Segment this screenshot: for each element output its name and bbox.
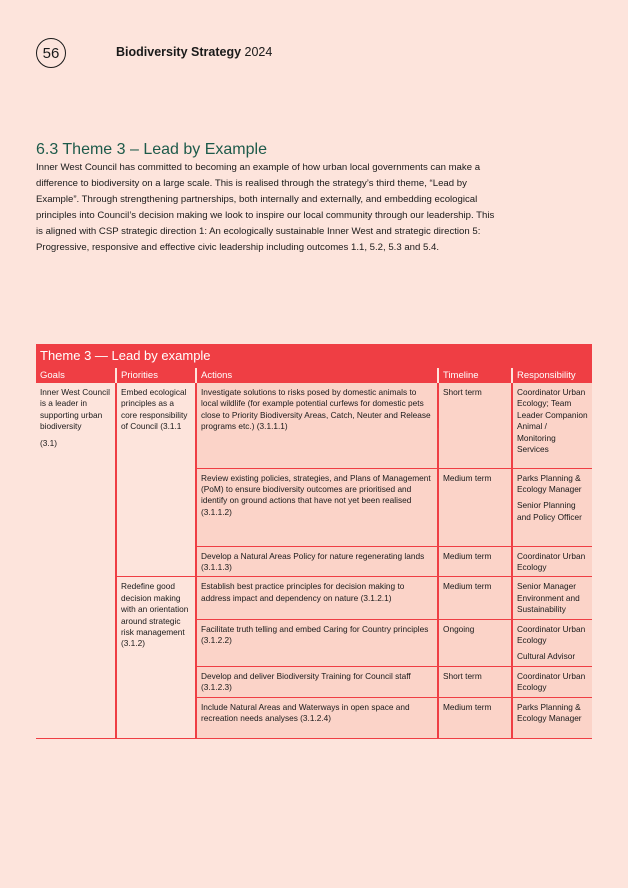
action-cell: Develop a Natural Areas Policy for nature regenerating lands (3.1.1.3) [196,546,438,577]
responsibility-primary: Parks Planning & Ecology Manager [517,472,582,494]
table-row [36,577,592,619]
col-responsibility: Responsibility [512,368,592,383]
responsibility-cell: Coordinator Urban Ecology [512,546,592,577]
responsibility-cell: Parks Planning & Ecology Manager [512,697,592,738]
goal-ref: (3.1) [40,437,58,448]
document-year: 2024 [244,45,273,59]
timeline-cell: Medium term [438,468,512,546]
page-number: 56 [36,38,66,68]
document-title [116,45,272,59]
responsibility-primary: Coordinator Urban Ecology [517,623,586,645]
action-cell: Establish best practice principles for decision making to address impact and dependency on nature (3.1.2.1) [196,577,438,619]
section-body: Inner West Council has committed to becoming an example of how urban local governments can make a difference to biodiversity on a large scale. This is realised through the strategy’s third theme, “Lead by Example”. Through strengthening partnerships, both internally and externally, and embedding ecological principles into Council’s decision making we look to inspire our local community through our leadership. This is aligned with CSP strategic direction 1: An ecologically sustainable Inner West and strategic direction 5: Progressive, responsive and effective civic leadership including outcomes 1.1, 5.2, 5.3 and 5.4. [36,162,495,253]
responsibility-cell [512,619,592,666]
col-goals: Goals [36,368,116,383]
responsibility-secondary: Senior Planning and Policy Officer [517,500,582,522]
table-header-row [36,368,592,383]
timeline-cell: Short term [438,666,512,697]
responsibility-cell: Coordinator Urban Ecology; Team Leader Companion Animal / Monitoring Services [512,383,592,468]
action-cell: Develop and deliver Biodiversity Training for Council staff (3.1.2.3) [196,666,438,697]
action-cell: Review existing policies, strategies, and Plans of Management (PoM) to ensure biodiversity outcomes are prioritised and identify on ground actions that have not yet been realised (3.1.1.2) [196,468,438,546]
table-title: Theme 3 — Lead by example [36,344,592,368]
responsibility-cell [512,468,592,546]
timeline-cell: Medium term [438,546,512,577]
timeline-cell: Ongoing [438,619,512,666]
responsibility-cell: Coordinator Urban Ecology [512,666,592,697]
document-title-name: Biodiversity Strategy [116,45,242,59]
responsibility-secondary: Cultural Advisor [517,651,576,662]
responsibility-cell: Senior Manager Environment and Sustainability [512,577,592,619]
priority-cell: Redefine good decision making with an orientation around strategic risk management (3.1.2) [116,577,196,738]
section-title: 6.3 Theme 3 – Lead by Example [36,141,267,158]
actions-table [36,368,592,739]
table-row [36,383,592,468]
timeline-cell: Medium term [438,577,512,619]
timeline-cell: Medium term [438,697,512,738]
col-priorities: Priorities [116,368,196,383]
goal-text: Inner West Council is a leader in supporting urban biodiversity [40,387,110,432]
col-actions: Actions [196,368,438,383]
action-cell: Include Natural Areas and Waterways in open space and recreation needs analyses (3.1.2.4) [196,697,438,738]
col-timeline: Timeline [438,368,512,383]
timeline-cell: Short term [438,383,512,468]
priority-cell: Embed ecological principles as a core responsibility of Council (3.1.1 [116,383,196,577]
goal-cell [36,383,116,738]
action-cell: Investigate solutions to risks posed by domestic animals to local wildlife (for example potential curfews for domestic pets close to Priority Biodiversity Areas, Catch, Neuter and Release programs etc.) (3.1.1.1) [196,383,438,468]
action-cell: Facilitate truth telling and embed Caring for Country principles (3.1.2.2) [196,619,438,666]
theme-table [36,344,592,739]
